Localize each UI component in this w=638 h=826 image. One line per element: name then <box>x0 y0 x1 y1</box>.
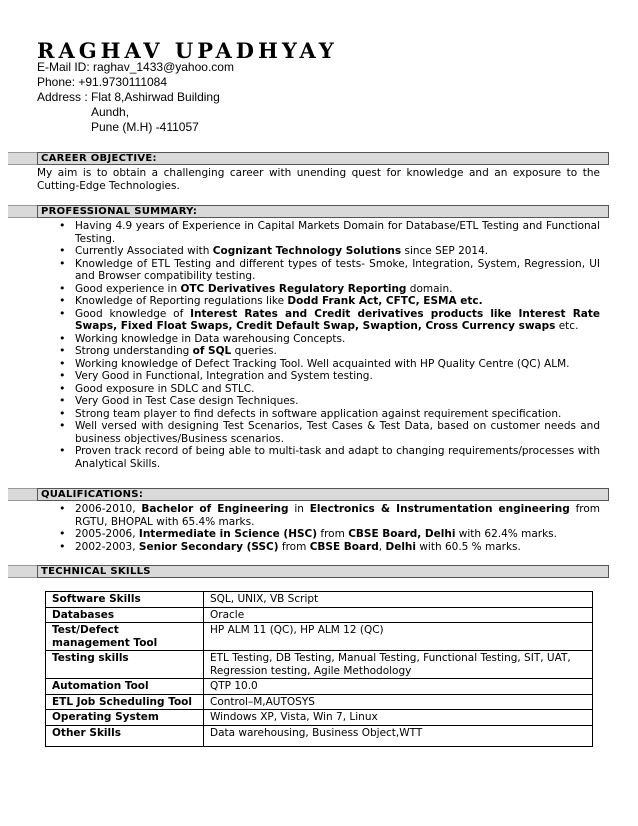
text-run: Working knowledge of Defect Tracking Tool. Well acquainted with HP Quality Centre (QC) ALM. <box>75 357 570 370</box>
text-run: from <box>317 528 349 540</box>
bold-text: Senior Secondary (SSC) <box>138 540 279 553</box>
bold-text: Dodd Frank Act, CFTC, ESMA etc. <box>287 295 483 307</box>
text-run: Knowledge of ETL Testing and different types of tests- Smoke, Integration, System, Regression, UI and Browser compatibility testing. <box>75 257 600 282</box>
address-line: Pune (M.H) -411057 <box>91 120 199 134</box>
skill-category: Test/Defect management Tool <box>46 623 204 651</box>
text-run: etc. <box>555 320 579 332</box>
section-heading: QUALIFICATIONS: <box>41 489 144 500</box>
text-run: Good exposure in SDLC and STLC. <box>75 382 255 395</box>
contact-block <box>37 60 234 135</box>
text-run: Working knowledge in Data warehousing Concepts. <box>75 332 346 345</box>
list-item <box>37 308 600 333</box>
skill-category: Other Skills <box>46 725 204 747</box>
candidate-name: RAGHAV UPADHYAY <box>37 38 338 63</box>
bold-text: of SQL <box>192 345 232 357</box>
skill-value: Data warehousing, Business Object,WTT <box>204 725 593 747</box>
bold-text: CBSE Board <box>309 540 379 553</box>
table-row <box>46 607 593 623</box>
list-item <box>37 445 600 470</box>
table-row <box>46 694 593 710</box>
qualifications-heading <box>37 488 609 501</box>
section-marker <box>8 488 37 501</box>
qualifications-list <box>37 503 600 553</box>
skill-value: SQL, UNIX, VB Script <box>204 592 593 608</box>
bold-text: Cognizant Technology Solutions <box>212 245 402 257</box>
professional-summary-heading <box>37 205 609 218</box>
text-run: Very Good in Test Case design Techniques. <box>75 395 299 407</box>
skill-value: QTP 10.0 <box>204 679 593 695</box>
list-item <box>37 245 600 258</box>
list-item <box>37 528 600 541</box>
technical-skills-heading <box>37 565 609 578</box>
text-run: Knowledge of Reporting regulations like <box>75 295 288 307</box>
text-run: domain. <box>406 282 453 295</box>
list-item <box>37 503 600 528</box>
text-run: Having 4.9 years of Experience in Capital Markets Domain for Database/ETL Testing and Functional Testing. <box>75 220 600 245</box>
text-run: Well versed with designing Test Scenarios, Test Cases & Test Data, based on customer needs and business objectives/Business scenarios. <box>75 420 600 445</box>
text-run: Currently Associated with <box>75 245 213 257</box>
text-run: Very Good in Functional, Integration and System testing. <box>75 370 373 382</box>
table-row <box>46 725 593 747</box>
skill-category: Databases <box>46 607 204 623</box>
text-run: 2006-2010, <box>75 503 142 515</box>
summary-list <box>37 220 600 470</box>
bold-text: Delhi <box>385 540 416 553</box>
list-item <box>37 541 600 554</box>
skill-value: Control–M,AUTOSYS <box>204 694 593 710</box>
career-objective-text: My aim is to obtain a challenging career with unending quest for knowledge and an exposure to the Cutting-Edge Technologies. <box>37 167 600 192</box>
email-line: E-Mail ID: raghav_1433@yahoo.com <box>37 60 234 74</box>
section-heading: CAREER OBJECTIVE: <box>41 153 157 164</box>
text-run: Strong team player to find defects in software application against requirement specification. <box>75 407 562 420</box>
bold-text: Intermediate in Science (HSC) <box>138 528 318 540</box>
bold-text: CBSE Board, Delhi <box>348 528 456 540</box>
text-run: queries. <box>231 345 277 357</box>
text-run: from <box>278 540 310 553</box>
table-row <box>46 679 593 695</box>
list-item <box>37 258 600 283</box>
technical-skills-table <box>45 591 593 747</box>
bold-text: Interest Rates and Credit derivatives products like Interest Rate Swaps, Fixed Float Swaps, Credit Default Swap, Swaption, Cross Currency swaps <box>75 307 601 332</box>
skill-category: ETL Job Scheduling Tool <box>46 694 204 710</box>
table-row <box>46 592 593 608</box>
bold-text: OTC Derivatives Regulatory Reporting <box>180 282 407 295</box>
list-item <box>37 283 600 296</box>
skill-value: Windows XP, Vista, Win 7, Linux <box>204 710 593 726</box>
career-objective-heading <box>37 152 609 165</box>
list-item <box>37 345 600 358</box>
skill-category: Operating System <box>46 710 204 726</box>
text-run: Good experience in <box>75 282 181 295</box>
list-item <box>37 358 600 371</box>
text-run: in <box>288 503 310 515</box>
section-heading: TECHNICAL SKILLS <box>41 566 151 577</box>
skill-value: ETL Testing, DB Testing, Manual Testing, Functional Testing, SIT, UAT, Regression testing, Agile Methodology <box>204 651 593 679</box>
list-item <box>37 370 600 383</box>
text-run: with 60.5 % marks. <box>416 540 521 553</box>
section-marker <box>8 565 37 578</box>
list-item <box>37 420 600 445</box>
text-run: , <box>378 540 386 553</box>
list-item <box>37 220 600 245</box>
list-item <box>37 408 600 421</box>
skill-value: Oracle <box>204 607 593 623</box>
skill-category: Software Skills <box>46 592 204 608</box>
list-item <box>37 383 600 396</box>
list-item <box>37 295 600 308</box>
bold-text: Electronics & Instrumentation engineering <box>309 503 570 515</box>
list-item <box>37 333 600 346</box>
text-run: Good knowledge of <box>75 307 191 320</box>
skill-value: HP ALM 11 (QC), HP ALM 12 (QC) <box>204 623 593 651</box>
section-marker <box>8 205 37 218</box>
text-run: 2005-2006, <box>75 528 139 540</box>
skill-category: Automation Tool <box>46 679 204 695</box>
text-run: from RGTU, BHOPAL with 65.4% marks. <box>75 503 600 528</box>
text-run: 2002-2003, <box>75 540 139 553</box>
address-line: Aundh, <box>91 105 130 119</box>
text-run: Strong understanding <box>75 345 193 357</box>
table-row <box>46 710 593 726</box>
text-run: Proven track record of being able to multi-task and adapt to changing requirements/processes with Analytical Skills. <box>75 445 600 470</box>
text-run: with 62.4% marks. <box>455 528 557 540</box>
section-heading: PROFESSIONAL SUMMARY: <box>41 206 198 217</box>
table-row <box>46 623 593 651</box>
skill-category: Testing skills <box>46 651 204 679</box>
list-item <box>37 395 600 408</box>
bold-text: Bachelor of Engineering <box>141 503 289 515</box>
table-row <box>46 651 593 679</box>
phone-line: Phone: +91.9730111084 <box>37 75 168 89</box>
text-run: since SEP 2014. <box>401 245 489 257</box>
address-line: Address : Flat 8,Ashirwad Building <box>37 90 220 104</box>
section-marker <box>8 152 37 165</box>
